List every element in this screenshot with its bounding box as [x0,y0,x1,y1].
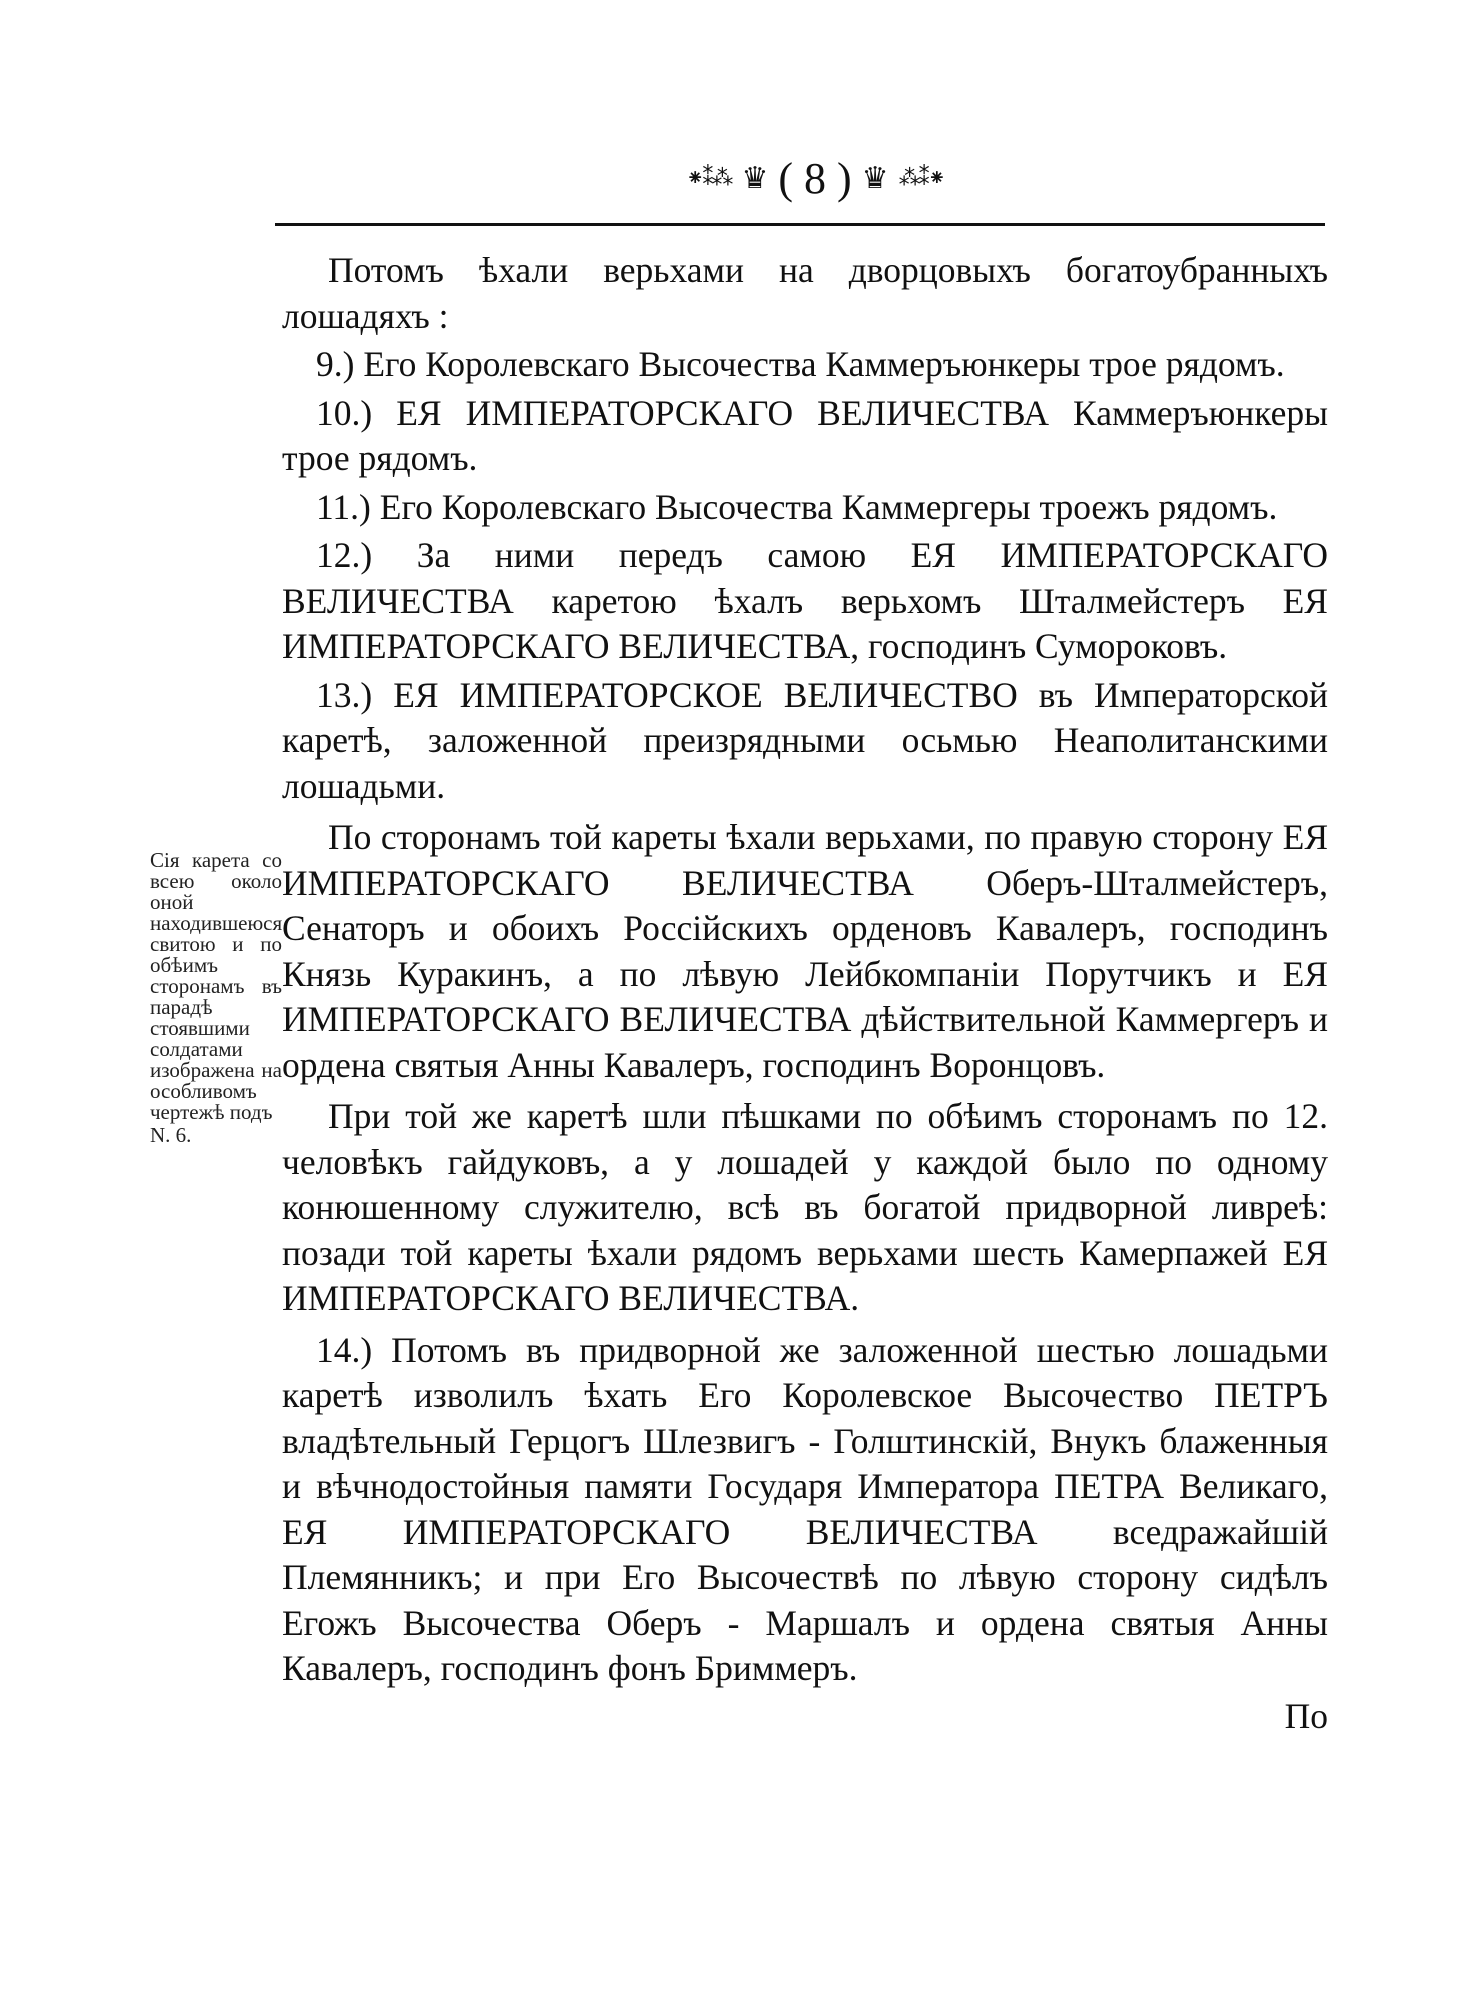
margin-note-ref: N. 6. [150,1123,192,1147]
catchword-line [282,1694,1328,1740]
crown-right-icon: ♛ [861,160,889,196]
paragraph-item-10: 10.) ЕЯ ИМПЕРАТОРСКАГО ВЕЛИЧЕСТВА Каммеръюнкеры трое рядомъ. [282,392,1328,478]
paragraph-item-11: 11.) Его Королевскаго Высочества Каммергеры троежъ рядомъ. [316,486,1278,527]
paragraph-item-14: 14.) Потомъ въ придворной же заложенной шестью лошадьми каретѣ изволилъ ѣхать Его Королевское Высочество ПЕТРЪ владѣтельный Герцогъ Шлезвигъ - Голштинскій, Внукъ блаженныя и вѣчнодостойныя памяти Государя Императора ПЕТРА Великаго, ЕЯ ИМПЕРАТОРСКАГО ВЕЛИЧЕСТВА вседражайшій Племянникъ; и при Его Высочествѣ по лѣвую сторону сидѣлъ Егожъ Высочества Оберъ - Маршалъ и ордена святыя Анны Кавалеръ, господинъ фонъ Бриммеръ. [282,1329,1328,1688]
header-rule [275,223,1325,226]
body-text [282,248,1328,1739]
margin-note-text: Сія карета со всею около оной находившеюся свитою и по обѣимъ сторонамъ въ парадѣ стоявшими солдатами изображена на особливомъ чертежѣ подъ [150,848,283,1124]
ornament-left-icon: ⁕⁑⁂ [686,165,732,191]
margin-note [150,850,282,1146]
ornament-right-icon: ⁂⁑⁕ [898,165,944,191]
paragraph-haiduks: При той же каретѣ шли пѣшками по обѣимъ сторонамъ по 12. человѣкъ гайдуковъ, а у лошадей у каждой было по одному конюшенному служителю, всѣ въ богатой придворной ливреѣ: позади той кареты ѣхали рядомъ верьхами шесть Камерпажей ЕЯ ИМПЕРАТОРСКАГО ВЕЛИЧЕСТВА. [282,1096,1328,1318]
page-header [640,148,990,208]
page-number: ( 8 ) [778,153,852,203]
paragraph-item-13: 13.) ЕЯ ИМПЕРАТОРСКОЕ ВЕЛИЧЕСТВО въ Императорской каретѣ, заложенной преизрядными осьмью Неаполитанскими лошадьми. [282,674,1328,806]
paragraph-item-9: 9.) Его Королевскаго Высочества Каммеръюнкеры трое рядомъ. [316,344,1285,384]
catchword: По [1284,1695,1328,1736]
paragraph-intro: Потомъ ѣхали верьхами на дворцовыхъ богатоубранныхъ лошадяхъ : [282,250,1328,336]
paragraph-item-12: 12.) За ними передъ самою ЕЯ ИМПЕРАТОРСКАГО ВЕЛИЧЕСТВА каретою ѣхалъ верьхомъ Шталмейстеръ ЕЯ ИМПЕРАТОРСКАГО ВЕЛИЧЕСТВА, господинъ Сумороковъ. [282,535,1328,666]
paragraph-escort: По сторонамъ той кареты ѣхали верьхами, по правую сторону ЕЯ ИМПЕРАТОРСКАГО ВЕЛИЧЕСТВА Оберъ-Шталмейстеръ, Сенаторъ и обоихъ Россійскихъ орденовъ Кавалеръ, господинъ Князь Куракинъ, а по лѣвую Лейбкомпаніи Порутчикъ и ЕЯ ИМПЕРАТОРСКАГО ВЕЛИЧЕСТВА дѣйствительной Каммергеръ и ордена святыя Анны Кавалеръ, господинъ Воронцовъ. [282,817,1328,1085]
crown-left-icon: ♛ [741,160,769,196]
